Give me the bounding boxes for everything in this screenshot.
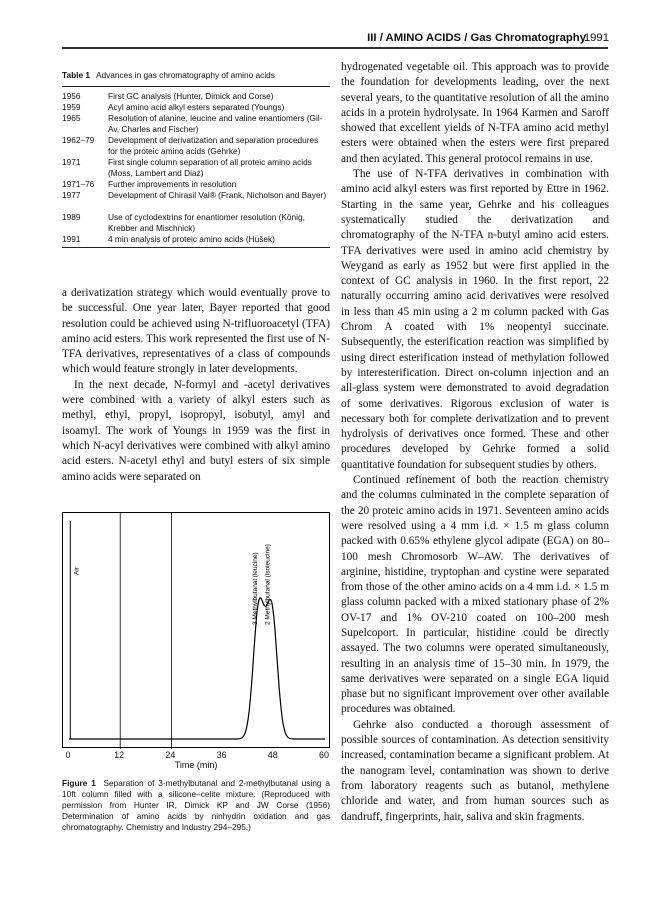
right-paragraph: hydrogenated vegetable oil. This approach was to provide the foundation for developments leading, over the next several years, to the quantitative resolution of all the amino acids in a protein hydrolysate. In 1964 Karmen and Saroff showed that excellent yields of N-TFA amino acid methyl esters were obtained when the esters were first prepared and then acylated. This general protocol remains in use. xyxy=(341,61,609,165)
peak-label: 2 Methylbutanal (isoleucine) xyxy=(264,544,272,625)
table-description: First GC analysis (Hunter, Dimick and Corse) xyxy=(108,91,274,101)
table-description: Development of derivatization and separation procedures for the proteic amino acids (Gehrke) xyxy=(108,135,319,156)
table-description: Use of cyclodextrins for enantiomer resolution (König, Krebber and Mischnick) xyxy=(108,212,305,233)
table-label: Table 1 xyxy=(62,70,90,80)
table-year: 1965 xyxy=(62,113,81,123)
peak-label: 3 Methylbutanal (leucine) xyxy=(251,552,259,625)
right-column-text xyxy=(341,60,609,825)
chromatogram-plot xyxy=(63,513,331,749)
page-number: 1991 xyxy=(583,32,609,44)
table-bottom-rule xyxy=(62,247,330,248)
table-description: Resolution of alanine, leucine and valine enantiomers (Gil-Av, Charles and Fischer) xyxy=(108,113,323,134)
figure-label: Figure 1 xyxy=(62,778,96,788)
x-tick-label: 48 xyxy=(267,750,278,760)
x-tick-label: 12 xyxy=(114,750,125,760)
chromatogram-trace xyxy=(69,598,325,739)
right-paragraph: The use of N-TFA derivatives in combination with amino acid alkyl esters was first reported by Ettre in 1962. Starting in the same year, Gehrke and his colleagues systematically studied the derivatization and chromatography of the N-TFA n-butyl amino acid esters. TFA derivatives were used in amino acid chemistry by Weygand as early as 1952 but were first applied in the context of GC analysis in 1960. In the first report, 22 naturally occurring amino acid derivatives were resolved in less than 45 min using a 2 m column packed with Gas Chrom A coated with 1% neopentyl succinate. Subsequently, the esterification reaction was simplified by using direct esterification instead of methylation followed by interesterification. Direct on-column injection and an all-glass system were demonstrated to avoid degradation of some derivatives. Rigorous exclusion of water is necessary both for complete derivatization and to prevent hydrolysis of derivatives once formed. These and other procedures developed by Gehrke formed a solid quantitative foundation for subsequent studies by others. xyxy=(341,168,609,471)
table-year: 1971–76 xyxy=(62,179,95,189)
x-tick-label: 36 xyxy=(216,750,227,760)
x-tick-label: 0 xyxy=(65,750,71,760)
table-year: 1991 xyxy=(62,234,81,244)
figure-caption-text: Separation of 3-methylbutanal and 2-methylbutanal using a 10ft column filled with a silicone–celite mixture. (Reproduced with permission from Hunter IR, Dimick KP and JW Corse (1956) Determination of amino acids by ninhydrin oxidation and gas chromatography. Chemistry and Industry 294–295.) xyxy=(62,778,330,832)
table-year: 1959 xyxy=(62,102,81,112)
peak-label: Air xyxy=(73,567,81,575)
table-year: 1971 xyxy=(62,157,81,167)
table-description: First single column separation of all proteic amino acids (Moss, Lambert and Diaz) xyxy=(108,157,312,178)
table-year: 1989 xyxy=(62,212,81,222)
table-description: 4 min analysis of proteic amino acids (Hušek) xyxy=(108,234,275,244)
figure-chromatogram xyxy=(62,512,330,748)
x-tick-label: 24 xyxy=(165,750,176,760)
left-paragraph: a derivatization strategy which would eventually prove to be successful. One year later, Bayer reported that good resolution could be achieved using N-trifluoroacetyl (TFA) amino acid esters. This work represented the first use of N-TFA derivatives, representatives of a class of compounds which would feature strongly in later developments. xyxy=(62,287,330,376)
running-header xyxy=(0,14,668,44)
running-header-title: III / AMINO ACIDS / Gas Chromatography xyxy=(367,32,586,44)
table-year: 1962–79 xyxy=(62,135,95,145)
right-paragraph: Gehrke also conducted a thorough assessment of possible sources of contamination. As detection sensitivity increased, contamination became a significant problem. At the nanogram level, contamination was shown to derive from laboratory reagents such as butanol, methylene chloride and water, and from human sources such as dandruff, fingerprints, hair, saliva and skin fragments. xyxy=(341,718,609,823)
table-description: Further improvements in resolution xyxy=(108,179,237,189)
table-year: 1977 xyxy=(62,190,81,200)
figure-caption xyxy=(62,778,330,833)
table-title: Advances in gas chromatography of amino acids xyxy=(95,70,275,80)
left-paragraph: In the next decade, N-formyl and -acetyl derivatives were combined with a variety of alkyl esters such as methyl, ethyl, propyl, isopropyl, isobutyl, amyl and isoamyl. The work of Youngs in 1959 was the first in which N-acyl derivatives were combined with alkyl amino acid esters. N-acetyl ethyl and butyl esters of six simple amino acids were separated on xyxy=(62,378,330,483)
table-top-rule xyxy=(62,86,330,87)
x-tick-label: 60 xyxy=(318,750,329,760)
left-column-text xyxy=(62,286,330,485)
table-description: Acyl amino acid alkyl esters separated (Youngs) xyxy=(108,102,285,112)
table-description: Development of Chirasil Val® (Frank, Nicholson and Bayer) xyxy=(108,190,327,200)
header-rule xyxy=(62,47,608,49)
table-year: 1956 xyxy=(62,91,81,101)
table-caption xyxy=(62,70,330,80)
x-axis-label: Time (min) xyxy=(174,760,218,770)
right-paragraph: Continued refinement of both the reaction chemistry and the columns culminated in the complete separation of the 20 proteic amino acids in 1971. Seventeen amino acids were resolved using a 4 mm i.d. × 1.5 m glass column packed with 0.65% ethylene glycol adipate (EGA) on 80–100 mesh Chromosorb W–AW. The derivatives of arginine, histidine, tryptophan and cystine were separated from those of the other amino acids on a 4 mm i.d. × 1.5 m glass column packed with a mixed stationary phase of 2% OV-17 and 1% OV-210 coated on 100–200 mesh Supelcoport. In particular, histidine could be directly assayed. The two columns were operated simultaneously, resulting in an analysis time of 15–30 min. In 1979, the same derivatives were separated on a single EGA liquid phase but no significant improvement over other available procedures was obtained. xyxy=(341,474,609,716)
